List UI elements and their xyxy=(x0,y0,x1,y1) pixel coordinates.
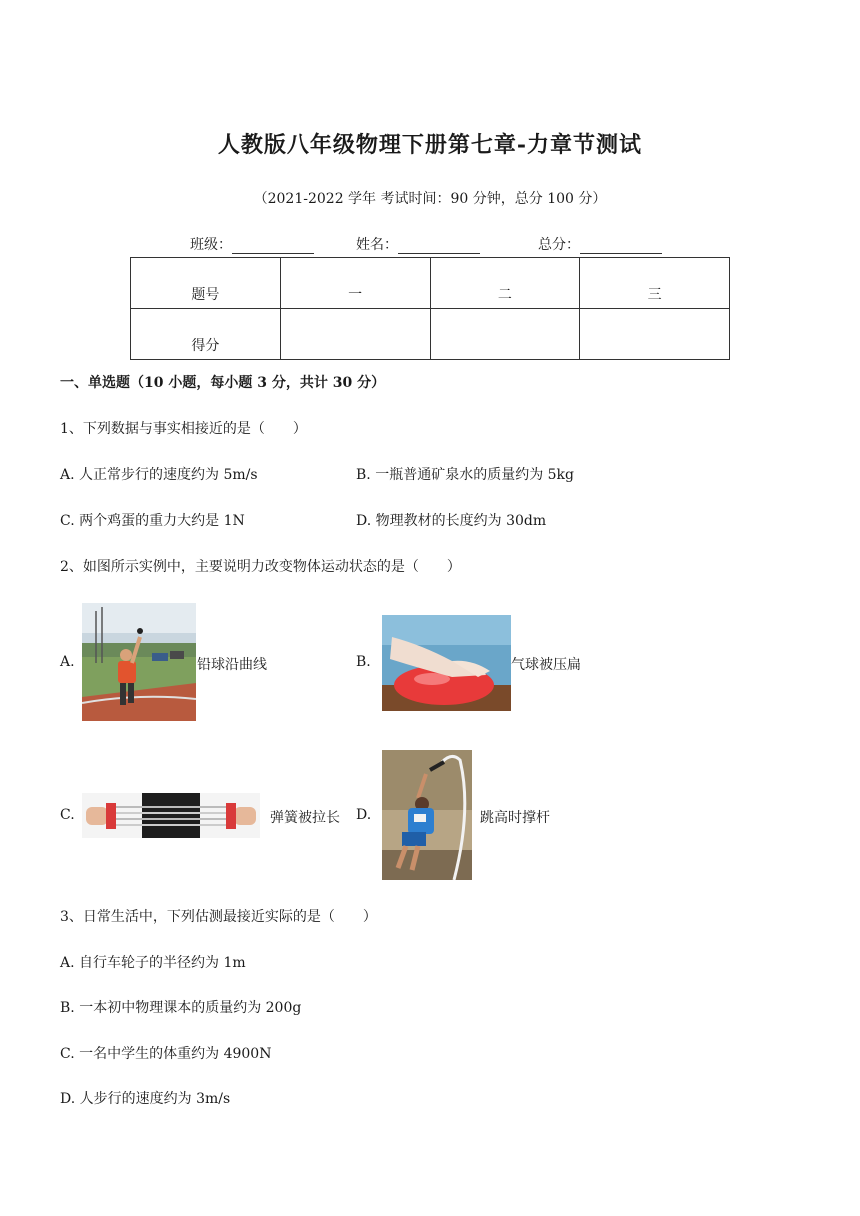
class-blank xyxy=(232,239,314,254)
question-2-option-b-letter: B. xyxy=(356,654,371,670)
page-title: 人教版八年级物理下册第七章-力章节测试 xyxy=(217,132,643,158)
total-field xyxy=(538,234,662,254)
balloon-pressed-photo xyxy=(382,615,511,711)
score-input-cell xyxy=(280,309,430,360)
question-1-option-b: B. 一瓶普通矿泉水的质量约为 5kg xyxy=(356,467,574,483)
question-2-option-d-letter: D. xyxy=(356,807,372,823)
question-2-stem: 2、如图所示实例中，主要说明力改变物体运动状态的是（ ） xyxy=(60,559,461,575)
question-3-stem: 3、日常生活中，下列估测最接近实际的是（ ） xyxy=(60,909,377,925)
question-2-option-b-caption: 气球被压扁 xyxy=(511,657,581,673)
score-table-cell: 题号 xyxy=(131,258,281,309)
name-label: 姓名： xyxy=(356,237,398,253)
exam-subtitle: （2021-2022 学年 考试时间：90 分钟，总分 100 分） xyxy=(253,191,607,207)
class-field xyxy=(190,234,314,254)
score-table xyxy=(130,257,730,360)
question-1-option-d: D. 物理教材的长度约为 30dm xyxy=(356,513,547,529)
score-table-cell: 得分 xyxy=(131,309,281,360)
question-3-option-d: D. 人步行的速度约为 3m/s xyxy=(60,1091,231,1107)
score-table-cell: 一 xyxy=(280,258,430,309)
question-2-option-a-letter: A. xyxy=(60,654,75,670)
total-label: 总分： xyxy=(538,237,580,253)
score-table-cell: 三 xyxy=(580,258,730,309)
question-2-option-c-caption: 弹簧被拉长 xyxy=(270,810,340,826)
shot-put-photo xyxy=(82,603,196,721)
name-field xyxy=(356,234,480,254)
question-1-stem: 1、下列数据与事实相接近的是（ ） xyxy=(60,421,307,437)
question-1-option-c: C. 两个鸡蛋的重力大约是 1N xyxy=(60,513,245,529)
name-blank xyxy=(398,239,480,254)
question-2-option-d-caption: 跳高时撑杆 xyxy=(480,810,550,826)
question-3-option-a: A. 自行车轮子的半径约为 1m xyxy=(60,955,246,971)
total-blank xyxy=(580,239,662,254)
pole-vault-photo xyxy=(382,750,472,880)
question-2-option-a-caption: 铅球沿曲线 xyxy=(197,657,267,673)
score-table-score-row xyxy=(131,309,730,360)
score-table-cell: 二 xyxy=(430,258,580,309)
question-3-option-c: C. 一名中学生的体重约为 4900N xyxy=(60,1046,272,1062)
score-table-header-row xyxy=(131,258,730,309)
question-3-option-b: B. 一本初中物理课本的质量约为 200g xyxy=(60,1000,302,1016)
score-input-cell xyxy=(580,309,730,360)
section-heading: 一、单选题（10 小题，每小题 3 分，共计 30 分） xyxy=(60,375,386,391)
question-1-option-a: A. 人正常步行的速度约为 5m/s xyxy=(60,467,258,483)
spring-expander-photo xyxy=(82,793,260,838)
class-label: 班级： xyxy=(190,237,232,253)
question-2-option-c-letter: C. xyxy=(60,807,75,823)
score-input-cell xyxy=(430,309,580,360)
